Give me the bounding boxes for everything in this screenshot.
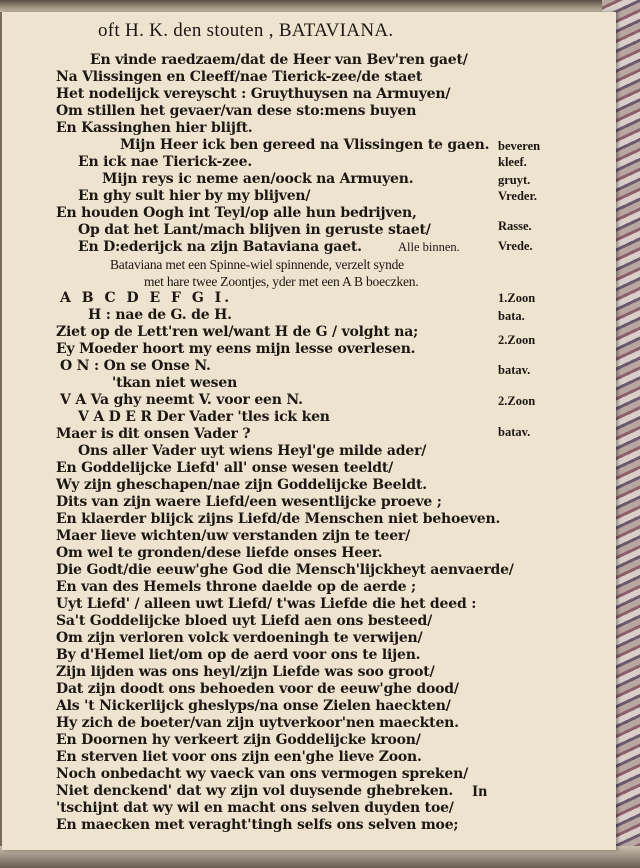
- text-line: Ziet op de Lett'ren wel/want H de G / volght na;: [56, 324, 419, 340]
- text-line: En Kassinghen hier blijft.: [56, 120, 253, 136]
- text-line: V A D E R Der Vader 'tles ick ken: [78, 409, 330, 425]
- text-line: Dat zijn doodt ons behoeden voor de eeuw'ghe dood/: [56, 681, 459, 697]
- text-line: O N : On se Onse N.: [60, 358, 211, 374]
- text-line: Om wel te gronden/dese liefde onses Heer.: [56, 545, 383, 561]
- text-line: Ey Moeder hoort my eens mijn lesse overlesen.: [56, 341, 416, 357]
- margin-note: kleef.: [498, 155, 527, 169]
- text-line: En sterven liet voor ons zijn een'ghe lieve Zoon.: [56, 749, 422, 765]
- text-line: En maecken met veraght'tingh selfs ons selven moe;: [56, 817, 459, 833]
- text-line: En ick nae Tierick-zee.: [78, 154, 253, 170]
- margin-note: 1.Zoon: [498, 291, 536, 305]
- margin-note: Vrede.: [498, 239, 533, 253]
- text-line: Dits van zijn waere Liefd/een wesentlijcke proeve ;: [56, 494, 442, 510]
- margin-note: 2.Zoon: [498, 333, 536, 347]
- text-line: Niet denckend' dat wy zijn vol duysende ghebreken.: [56, 783, 454, 799]
- text-line: Na Vlissingen en Cleeff/nae Tierick-zee/de staet: [56, 69, 423, 85]
- text-line: En Doornen hy verkeert zijn Goddelijcke kroon/: [56, 732, 421, 748]
- running-header: oft H. K. den stouten , BATAVIANA.: [98, 20, 394, 41]
- text-line: Maer lieve wichten/uw verstanden zijn te teer/: [56, 528, 411, 544]
- stage-direction: Bataviana met een Spinne-wiel spinnende, verzelt synde: [110, 257, 404, 272]
- stage-direction: met hare twee Zoontjes, yder met een A B boeczken.: [144, 274, 419, 289]
- text-line: En klaerder blijck zijns Liefd/de Menschen niet behoeven.: [56, 511, 501, 527]
- margin-note: 2.Zoon: [498, 394, 536, 408]
- text-line: Zijn lijden was ons heyl/zijn Liefde was soo groot/: [56, 664, 435, 680]
- text-line: 'tschijnt dat wy wil en macht ons selven duyden toe/: [56, 800, 454, 816]
- text-line: Noch onbedacht wy vaeck van ons vermogen spreken/: [56, 766, 469, 782]
- text-line: Om zijn verloren volck verdoeningh te verwijen/: [56, 630, 423, 646]
- text-line: Mijn Heer ick ben gereed na Vlissingen te gaen.: [120, 137, 490, 153]
- text-line: En vinde raedzaem/dat de Heer van Bev'ren gaet/: [90, 52, 468, 68]
- text-line: 'tkan niet wesen: [112, 375, 238, 391]
- text-line: Het nodelijck vereyscht : Gruythuysen na Armuyen/: [56, 86, 451, 102]
- text-line: Mijn reys ic neme aen/oock na Armuyen.: [102, 171, 414, 187]
- text-line: V A Va ghy neemt V. voor een N.: [60, 392, 303, 408]
- text-line: Sa't Goddelijcke bloed uyt Liefd aen ons besteed/: [56, 613, 432, 629]
- book-page: [2, 12, 616, 850]
- margin-note: Alle binnen.: [398, 240, 460, 254]
- margin-note: batav.: [498, 363, 531, 377]
- page-top-edge: [0, 0, 640, 12]
- text-line: En van des Hemels throne daelde op de aerde ;: [56, 579, 417, 595]
- text-line: Om stillen het gevaer/van dese sto:mens buyen: [56, 103, 417, 119]
- text-line: Die Godt/die eeuw'ghe God die Mensch'lijckheyt aenvaerde/: [56, 562, 514, 578]
- text-line: En houden Oogh int Teyl/op alle hun bedrijven,: [56, 205, 417, 221]
- text-line: Wy zijn gheschapen/nae zijn Goddelijcke Beeldt.: [56, 477, 427, 493]
- text-line: Maer is dit onsen Vader ?: [56, 426, 251, 442]
- text-line: H : nae de G. de H.: [88, 307, 232, 323]
- text-line: Als 't Nickerlijck gheslyps/na onse Zielen haeckten/: [56, 698, 451, 714]
- margin-note: batav.: [498, 425, 531, 439]
- text-line: Hy zich de boeter/van zijn uytverkoor'nen maeckten.: [56, 715, 459, 731]
- text-line: Ons aller Vader uyt wiens Heyl'ge milde ader/: [78, 443, 427, 459]
- margin-note: gruyt.: [498, 173, 531, 187]
- margin-note: bata.: [498, 309, 525, 323]
- text-line: A B C D E F G I.: [60, 290, 233, 306]
- text-line: By d'Hemel liet/om op de aerd voor ons te lijen.: [56, 647, 421, 663]
- text-line: Uyt Liefd' / alleen uwt Liefd/ t'was Liefde die het deed :: [56, 596, 477, 612]
- text-line: En Goddelijcke Liefd' all' onse wesen teeldt/: [56, 460, 394, 476]
- margin-note: beveren: [498, 139, 541, 153]
- text-line: En ghy sult hier by my blijven/: [78, 188, 311, 204]
- margin-note: Rasse.: [498, 219, 532, 233]
- text-line: Op dat het Lant/mach blijven in geruste staet/: [78, 222, 431, 238]
- text-line: En D:ederijck na zijn Bataviana gaet.: [78, 239, 362, 255]
- margin-note: Vreder.: [498, 189, 537, 203]
- catchword: In: [472, 783, 488, 800]
